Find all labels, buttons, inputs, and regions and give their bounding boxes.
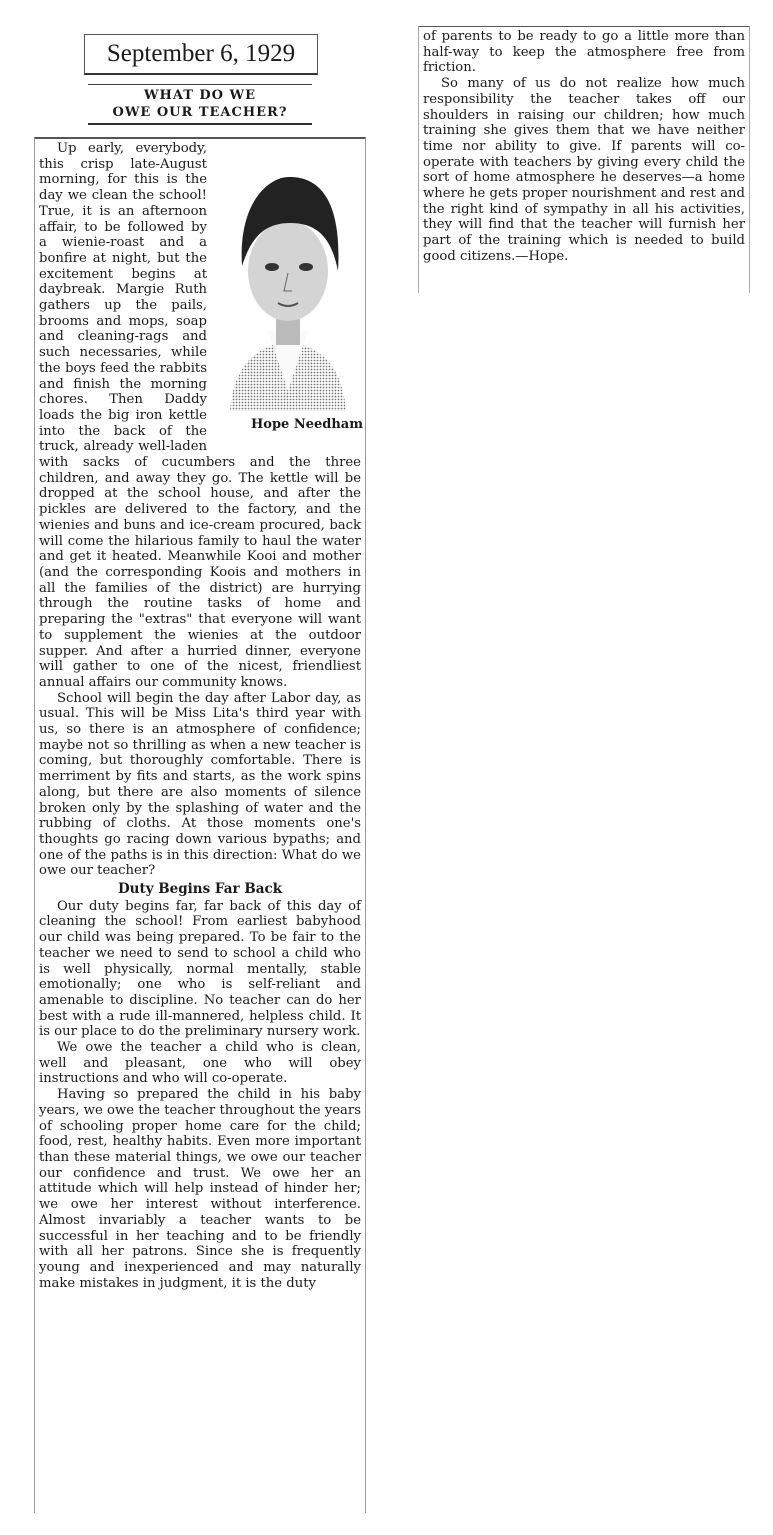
paragraph-2: School will begin the day after Labor day, as usual. This will be Miss Lita's third year with us, so there is an atmosphere of confidence; maybe not so thrilling as when a new teacher is coming, but thoroughly comfortable. There is merriment by fits and starts, as the work spins along, but there are also moments of silence broken only by the splashing of water and the rubbing of cloths. At those moments one's thoughts go racing down various bypaths; and one of the paths is in this direction: What do we owe our teacher? xyxy=(39,690,361,879)
article-column-1 xyxy=(34,137,366,1513)
subheading: Duty Begins Far Back xyxy=(117,881,283,898)
closing-paragraph: So many of us do not realize how much responsibility the teacher takes off our shoulders in raising our children; how much training she gives them that we have neither time nor ability to give. If parents will co-operate with teachers by giving every child the sort of home atmosphere he deserves—a home where he gets proper nourishment and rest and the right kind of sympathy in all his activities, they will find that the teacher will furnish her part of the training which is needed to build good citizens.—Hope. xyxy=(423,76,745,264)
paragraph-3: Our duty begins far, far back of this day of cleaning the school! From earliest babyhood our child was being prepared. To be fair to the teacher we need to send to school a child who is well physically, normal mentally, stable emotionally; one who is self-reliant and amenable to discipline. No teacher can do her best with a rude ill-mannered, helpless child. It is our place to do the preliminary nursery work. xyxy=(39,898,361,1040)
continued-paragraph: of parents to be ready to go a little more than half-way to keep the atmosphere free from friction. xyxy=(423,29,745,76)
article-column-2 xyxy=(418,26,750,293)
headline-line-1: WHAT DO WE xyxy=(88,84,312,104)
date-text: September 6, 1929 xyxy=(106,40,296,67)
paragraph-intro: Up early, everybody, this crisp late-August morning, for this is the day we clean the school! True, it is an afternoon affair, to be followed by a wienie-roast and a bonfire at night, but the excitement begins at daybreak. Margie Ruth gathers up the pails, brooms and mops, soap and cleaning-rags and such necessaries, while the boys feed the rabbits and finish the morning chores. Then Daddy loads the big iron kettle into the back of the truck, already well-laden with sacks of cucumbers and the three children, and away they go. The kettle will be dropped at the school house, and after the pickles are delivered to the factory, and the wienies and buns and ice-cream procured, back will come the hilarious family to haul the water and get it heated. Meanwhile Kooi and mother (and the corresponding Koois and mothers in all the families of the district) are hurrying through the routine tasks of home and preparing the "extras" that everyone will want to supplement the wienies at the outdoor supper. And after a hurried dinner, everyone will gather to one of the nicest, friendliest annual affairs our community knows. xyxy=(39,141,361,690)
article-headline xyxy=(88,84,312,125)
date-header xyxy=(84,34,318,75)
paragraph-4: We owe the teacher a child who is clean, well and pleasant, one who will obey instructions and who will co-operate. xyxy=(39,1040,361,1087)
headline-line-2: OWE OUR TEACHER? xyxy=(88,104,312,125)
photo-caption: Hope Needham xyxy=(251,417,363,432)
photo-block xyxy=(213,161,363,443)
paragraph-5: Having so prepared the child in his baby years, we owe the teacher throughout the years of schooling proper home care for the child; food, rest, healthy habits. Even more important than these material things, we owe our teacher our confidence and trust. We owe her an attitude which will help instead of hinder her; we owe her interest without interference. Almost invariably a teacher wants to be successful in her teaching and to be friendly with all her patrons. Since she is frequently young and inexperienced and may naturally make mistakes in judgment, it is the duty xyxy=(39,1087,361,1291)
portrait-photo-icon xyxy=(220,161,356,413)
